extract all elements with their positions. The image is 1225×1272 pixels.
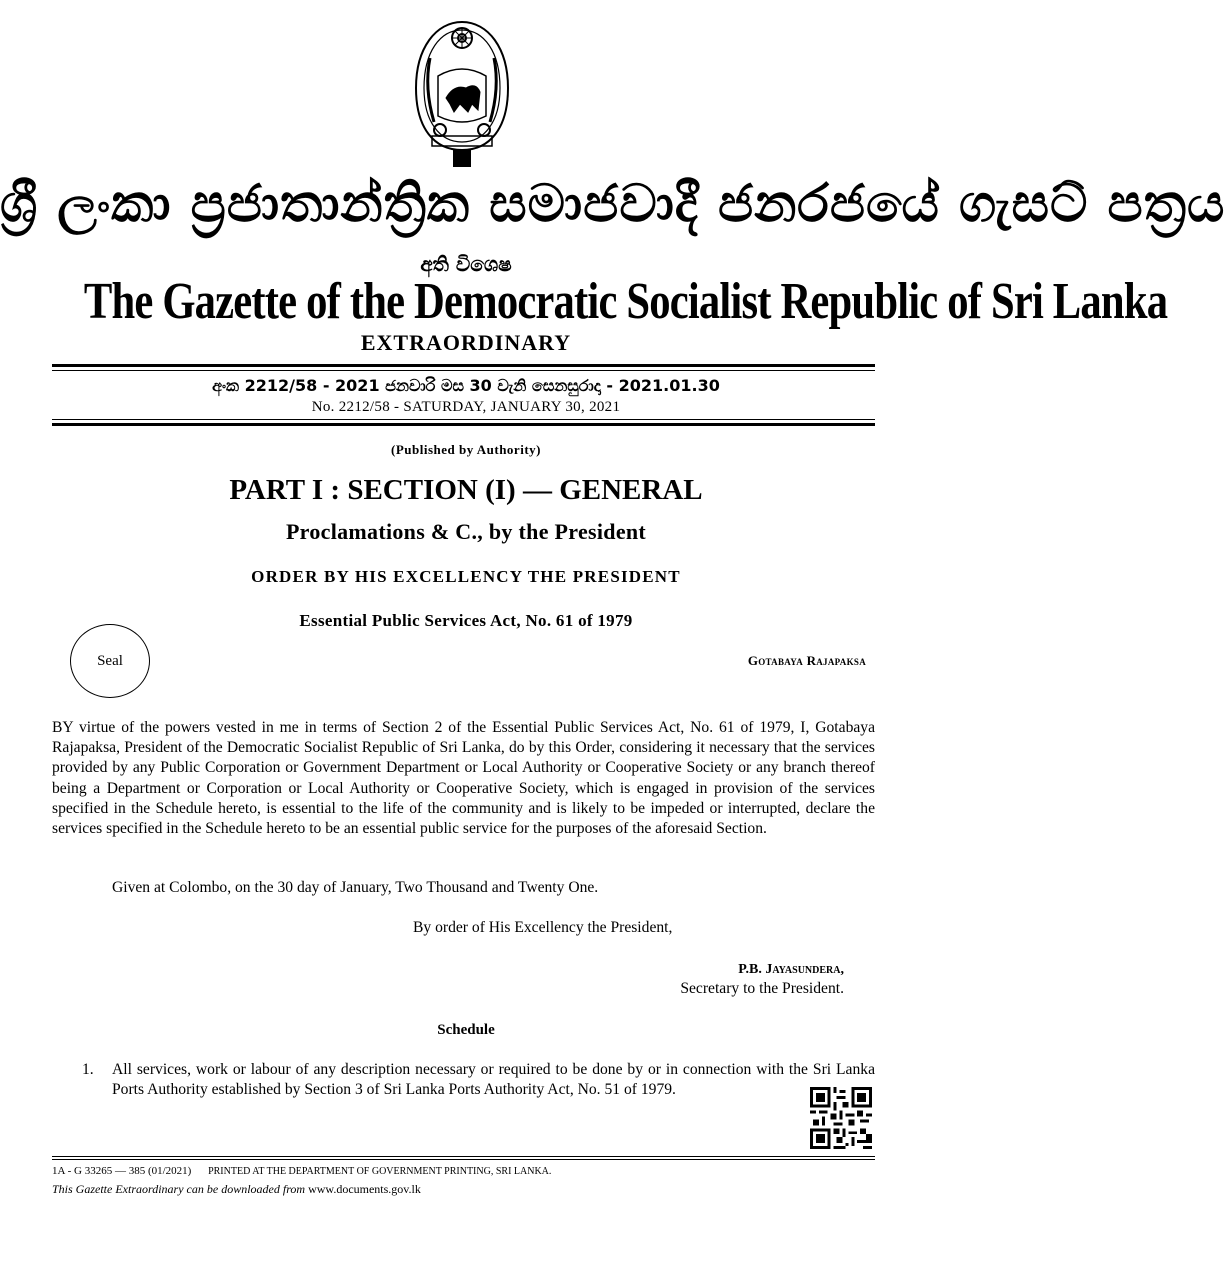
footer-download-prefix: This Gazette Extraordinary can be downloaded from (52, 1182, 306, 1196)
issue-rule-thick (52, 423, 875, 426)
order-heading: ORDER BY HIS EXCELLENCY THE PRESIDENT (251, 567, 681, 586)
masthead-extraordinary: EXTRAORDINARY (360, 330, 572, 355)
footer-rule-thin (52, 1159, 875, 1160)
signer-name: Gotabaya Rajapaksa (747, 653, 866, 668)
footer-code: 1A - G 33265 — 385 (01/2021) (52, 1165, 192, 1177)
published-by-authority: (Published by Authority) (391, 442, 541, 457)
footer-printed: PRINTED AT THE DEPARTMENT OF GOVERNMENT PRINTING, SRI LANKA. (208, 1166, 552, 1177)
part-heading: PART I : SECTION (I) — GENERAL (229, 474, 703, 506)
order-paragraph: BY virtue of the powers vested in me in terms of Section 2 of the Essential Public Services Act, No. 61 of 1979, I, Gotabaya Rajapaksa, President of the Democratic Socialist Republic of Sri Lanka, do by this Order, considering it necessary that the services provided by any Public Corporation or Government Department or Local Authority or Cooperative Society or any branch thereof being a Department or Corporation or Local Authority or Cooperative Society, which is engaged in provision of the services specified in the Schedule hereto, is essential to the life of the community and is likely to be impeded or interrupted, declare the services specified in the Schedule hereto to be an essential public service for the purposes of the aforesaid Section. (52, 719, 875, 838)
masthead-rule-top-thin (52, 370, 875, 371)
masthead-english-title: The Gazette of the Democratic Socialist Republic of Sri Lanka (83, 273, 1168, 330)
seal (70, 624, 150, 698)
masthead-rule-top (52, 364, 875, 367)
act-heading: Essential Public Services Act, No. 61 of 1979 (299, 611, 633, 630)
proclamations-heading: Proclamations & C., by the President (285, 519, 647, 544)
schedule-title: Schedule (437, 1022, 495, 1038)
footer-download-line (52, 1181, 421, 1197)
footer-print-line (52, 1164, 551, 1179)
schedule-item-text: All services, work or labour of any description necessary or required to be done by or in connection with the Sri Lanka Ports Authority established by Section 3 of Sri Lanka Ports Authority Act, No. 51 of 1979. (112, 1061, 875, 1099)
secretary-name: P.B. Jayasundera, (738, 962, 844, 977)
footer-download-link[interactable]: www.documents.gov.lk (308, 1182, 421, 1196)
masthead-sinhala-subtitle: අති විශෙෂ (420, 252, 512, 276)
masthead-sinhala-title: ශ්‍රී ලංකා ප්‍රජාතාන්ත්‍රික සමාජවාදී ජනරජයේ ගැසට් පත්‍රය (0, 174, 1225, 234)
given-at-line: Given at Colombo, on the 30 day of January, Two Thousand and Twenty One. (112, 879, 599, 896)
secretary-role: Secretary to the President. (680, 980, 844, 997)
issue-english-line: No. 2212/58 - SATURDAY, JANUARY 30, 2021 (311, 399, 621, 415)
seal-label: Seal (97, 652, 123, 669)
schedule-item-number: 1. (82, 1061, 94, 1078)
footer-rule (52, 1156, 875, 1157)
by-order-line: By order of His Excellency the President, (413, 919, 673, 936)
sri-lanka-emblem-icon (410, 18, 514, 170)
issue-sinhala-line: අංක 2212/58 - 2021 ජනවාරි මස 30 වැනි සෙනසුරාදා - 2021.01.30 (212, 376, 720, 395)
qr-code-icon (810, 1087, 872, 1149)
issue-rule-thin (52, 419, 875, 420)
